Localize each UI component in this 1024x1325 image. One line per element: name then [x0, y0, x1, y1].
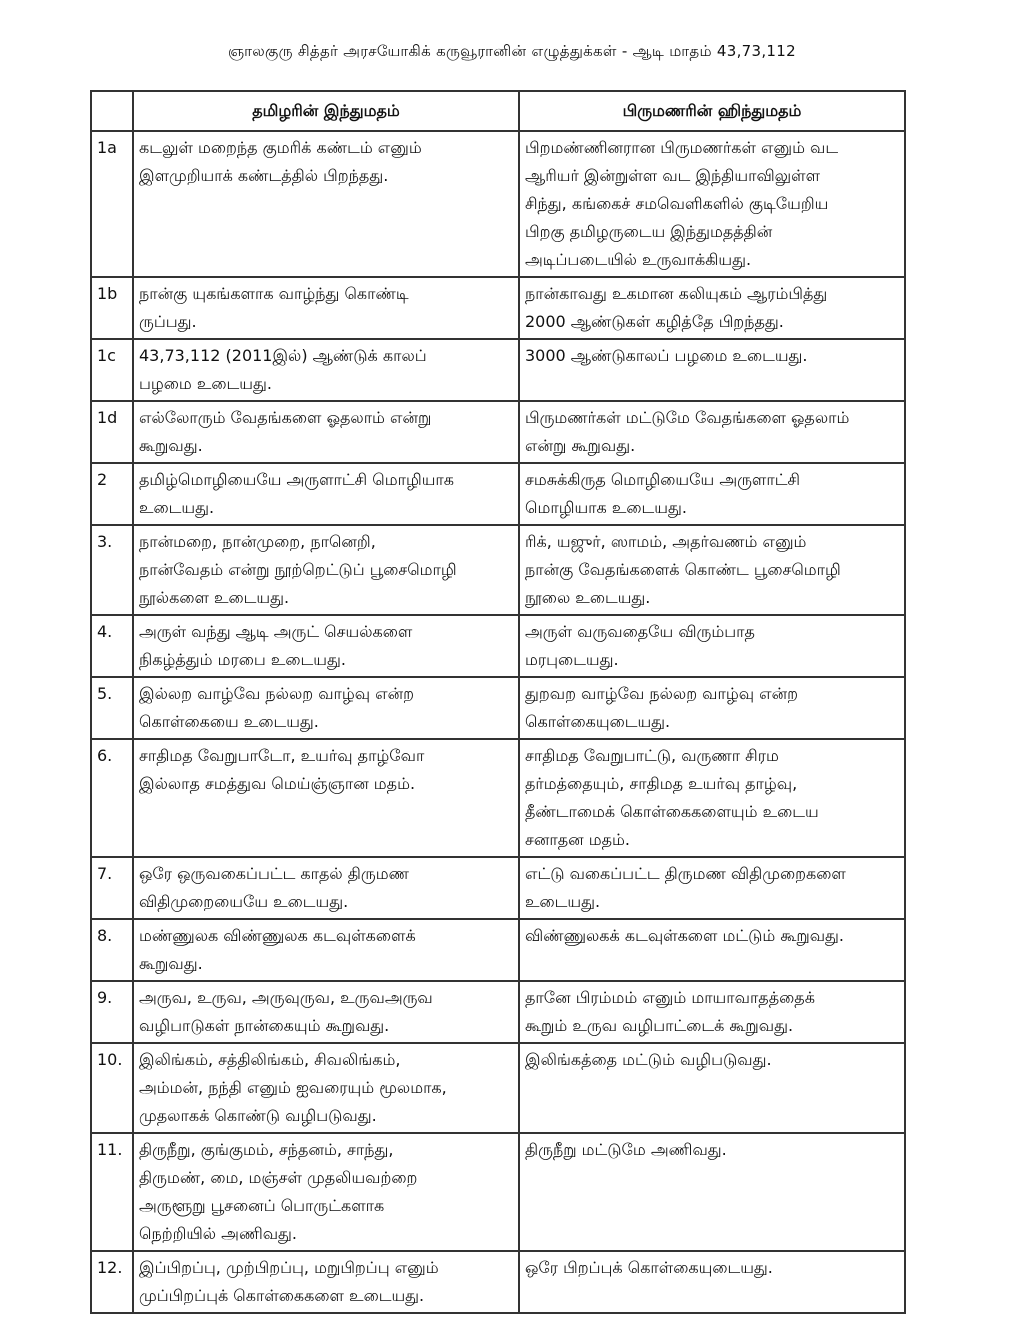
- row-number: 1b: [91, 277, 133, 339]
- cell-text-line: நூலை உடையது.: [525, 588, 651, 607]
- row-number: 11.: [91, 1133, 133, 1251]
- page-header: ஞாலகுரு சித்தர் அரசயோகிக் கருவூரானின் எழுத்துக்கள் - ஆடி மாதம் 43,73,112: [228, 42, 796, 60]
- cell-text-line: சாதிமத வேறுபாடோ, உயர்வு தாழ்வோ: [139, 746, 425, 765]
- brahmin-hinduism-cell: [519, 1251, 905, 1313]
- cell-text-line: 3000 ஆண்டுகாலப் பழமை உடையது.: [525, 346, 808, 365]
- table-row: [91, 919, 905, 981]
- table-row: [91, 131, 905, 277]
- cell-text-line: நிகழ்த்தும் மரபை உடையது.: [139, 650, 346, 669]
- cell-text-line: பிறமண்ணினரான பிருமணர்கள் எனும் வட: [525, 138, 839, 157]
- brahmin-hinduism-cell: [519, 919, 905, 981]
- cell-text-line: மொழியாக உடையது.: [525, 498, 687, 517]
- row-number: 1c: [91, 339, 133, 401]
- table-row: [91, 339, 905, 401]
- table-row: [91, 677, 905, 739]
- cell-text-line: துறவற வாழ்வே நல்லற வாழ்வு என்ற: [525, 684, 798, 703]
- cell-text-line: கூறும் உருவ வழிபாட்டைக் கூறுவது.: [525, 1016, 794, 1035]
- cell-text-line: அருவ, உருவ, அருவுருவ, உருவஅருவ: [139, 988, 433, 1007]
- table-row: [91, 857, 905, 919]
- column-header-brahmin-hinduism: பிருமணரின் ஹிந்துமதம்: [519, 91, 905, 131]
- brahmin-hinduism-cell: [519, 677, 905, 739]
- cell-text-line: ஒரே ஒருவகைப்பட்ட காதல் திருமண: [139, 864, 409, 883]
- tamil-hinduism-cell: [133, 739, 519, 857]
- brahmin-hinduism-cell: [519, 1043, 905, 1133]
- comparison-table: [90, 90, 906, 1314]
- cell-text-line: நான்கு வேதங்களைக் கொண்ட பூசைமொழி: [525, 560, 841, 579]
- cell-text-line: மரபுடையது.: [525, 650, 619, 669]
- brahmin-hinduism-cell: [519, 339, 905, 401]
- cell-text-line: பிறகு தமிழருடைய இந்துமதத்தின்: [525, 222, 773, 241]
- cell-text-line: இளமுறியாக் கண்டத்தில் பிறந்தது.: [139, 166, 389, 185]
- table-header-row: [91, 91, 905, 131]
- table-row: [91, 739, 905, 857]
- table-row: [91, 1251, 905, 1313]
- brahmin-hinduism-cell: [519, 615, 905, 677]
- cell-text-line: உடையது.: [139, 498, 215, 517]
- row-number: 9.: [91, 981, 133, 1043]
- cell-text-line: அருள் வருவதையே விரும்பாத: [525, 622, 755, 641]
- cell-text-line: சமசுக்கிருத மொழியையே அருளாட்சி: [525, 470, 800, 489]
- tamil-hinduism-cell: [133, 981, 519, 1043]
- brahmin-hinduism-cell: [519, 739, 905, 857]
- cell-text-line: ஒரே பிறப்புக் கொள்கையுடையது.: [525, 1258, 773, 1277]
- cell-text-line: 2000 ஆண்டுகள் கழித்தே பிறந்தது.: [525, 312, 784, 331]
- column-header-tamil-hinduism: தமிழரின் இந்துமதம்: [133, 91, 519, 131]
- cell-text-line: விண்ணுலகக் கடவுள்களை மட்டும் கூறுவது.: [525, 926, 845, 945]
- cell-text-line: என்று கூறுவது.: [525, 436, 636, 455]
- tamil-hinduism-cell: [133, 677, 519, 739]
- brahmin-hinduism-cell: [519, 525, 905, 615]
- cell-text-line: இல்லாத சமத்துவ மெய்ஞ்ஞான மதம்.: [139, 774, 416, 793]
- cell-text-line: ரிக், யஜுர், ஸாமம், அதர்வணம் எனும்: [525, 532, 807, 551]
- cell-text-line: தீண்டாமைக் கொள்கைகளையும் உடைய: [525, 802, 819, 821]
- tamil-hinduism-cell: [133, 857, 519, 919]
- cell-text-line: கூறுவது.: [139, 954, 203, 973]
- row-number: 10.: [91, 1043, 133, 1133]
- tamil-hinduism-cell: [133, 401, 519, 463]
- cell-text-line: விதிமுறையையே உடையது.: [139, 892, 349, 911]
- brahmin-hinduism-cell: [519, 857, 905, 919]
- cell-text-line: பழமை உடையது.: [139, 374, 272, 393]
- cell-text-line: நான்காவது உகமான கலியுகம் ஆரம்பித்து: [525, 284, 828, 303]
- cell-text-line: உடையது.: [525, 892, 601, 911]
- tamil-hinduism-cell: [133, 1043, 519, 1133]
- cell-text-line: இல்லற வாழ்வே நல்லற வாழ்வு என்ற: [139, 684, 415, 703]
- brahmin-hinduism-cell: [519, 401, 905, 463]
- row-number: 3.: [91, 525, 133, 615]
- cell-text-line: சாதிமத வேறுபாட்டு, வருணா சிரம: [525, 746, 779, 765]
- brahmin-hinduism-cell: [519, 277, 905, 339]
- row-number: 1d: [91, 401, 133, 463]
- brahmin-hinduism-cell: [519, 131, 905, 277]
- cell-text-line: தானே பிரம்மம் எனும் மாயாவாதத்தைக்: [525, 988, 815, 1007]
- cell-text-line: நூல்களை உடையது.: [139, 588, 290, 607]
- row-number: 5.: [91, 677, 133, 739]
- brahmin-hinduism-cell: [519, 463, 905, 525]
- table-row: [91, 463, 905, 525]
- cell-text-line: திருநீறு மட்டுமே அணிவது.: [525, 1140, 727, 1159]
- tamil-hinduism-cell: [133, 1133, 519, 1251]
- cell-text-line: அம்மன், நந்தி எனும் ஐவரையும் மூலமாக,: [139, 1078, 447, 1097]
- cell-text-line: கொள்கையை உடையது.: [139, 712, 319, 731]
- cell-text-line: இலிங்கத்தை மட்டும் வழிபடுவது.: [525, 1050, 772, 1069]
- cell-text-line: நான்மறை, நான்முறை, நானெறி,: [139, 532, 376, 551]
- row-number: 4.: [91, 615, 133, 677]
- cell-text-line: அருளூறு பூசனைப் பொருட்களாக: [139, 1196, 385, 1215]
- cell-text-line: கொள்கையுடையது.: [525, 712, 671, 731]
- row-number: 7.: [91, 857, 133, 919]
- table-row: [91, 981, 905, 1043]
- table-row: [91, 1133, 905, 1251]
- cell-text-line: திருநீறு, குங்குமம், சந்தனம், சாந்து,: [139, 1140, 394, 1159]
- cell-text-line: கூறுவது.: [139, 436, 203, 455]
- cell-text-line: நெற்றியில் அணிவது.: [139, 1224, 298, 1243]
- tamil-hinduism-cell: [133, 463, 519, 525]
- cell-text-line: திருமண், மை, மஞ்சள் முதலியவற்றை: [139, 1168, 418, 1187]
- column-header-number: [91, 91, 133, 131]
- table-row: [91, 277, 905, 339]
- cell-text-line: நான்கு யுகங்களாக வாழ்ந்து கொண்டி: [139, 284, 409, 303]
- cell-text-line: இப்பிறப்பு, முற்பிறப்பு, மறுபிறப்பு எனும்: [139, 1258, 439, 1277]
- cell-text-line: முப்பிறப்புக் கொள்கைகளை உடையது.: [139, 1286, 425, 1305]
- cell-text-line: தமிழ்மொழியையே அருளாட்சி மொழியாக: [139, 470, 455, 489]
- cell-text-line: அருள் வந்து ஆடி அருட் செயல்களை: [139, 622, 413, 641]
- tamil-hinduism-cell: [133, 525, 519, 615]
- cell-text-line: சனாதன மதம்.: [525, 830, 631, 849]
- cell-text-line: அடிப்படையில் உருவாக்கியது.: [525, 250, 752, 269]
- cell-text-line: மண்ணுலக விண்ணுலக கடவுள்களைக்: [139, 926, 416, 945]
- cell-text-line: 43,73,112 (2011இல்) ஆண்டுக் காலப்: [139, 346, 427, 365]
- cell-text-line: இலிங்கம், சத்திலிங்கம், சிவலிங்கம்,: [139, 1050, 401, 1069]
- cell-text-line: முதலாகக் கொண்டு வழிபடுவது.: [139, 1106, 377, 1125]
- table-body: [91, 131, 905, 1313]
- table-row: [91, 401, 905, 463]
- cell-text-line: பிருமணர்கள் மட்டுமே வேதங்களை ஓதலாம்: [525, 408, 850, 427]
- row-number: 2: [91, 463, 133, 525]
- tamil-hinduism-cell: [133, 339, 519, 401]
- cell-text-line: தர்மத்தையும், சாதிமத உயர்வு தாழ்வு,: [525, 774, 798, 793]
- tamil-hinduism-cell: [133, 131, 519, 277]
- cell-text-line: சிந்து, கங்கைச் சமவெளிகளில் குடியேறிய: [525, 194, 829, 213]
- row-number: 8.: [91, 919, 133, 981]
- cell-text-line: வழிபாடுகள் நான்கையும் கூறுவது.: [139, 1016, 390, 1035]
- cell-text-line: எல்லோரும் வேதங்களை ஓதலாம் என்று: [139, 408, 432, 427]
- table-row: [91, 615, 905, 677]
- tamil-hinduism-cell: [133, 919, 519, 981]
- tamil-hinduism-cell: [133, 277, 519, 339]
- row-number: 6.: [91, 739, 133, 857]
- cell-text-line: எட்டு வகைப்பட்ட திருமண விதிமுறைகளை: [525, 864, 846, 883]
- table-row: [91, 525, 905, 615]
- row-number: 1a: [91, 131, 133, 277]
- cell-text-line: கடலுள் மறைந்த குமரிக் கண்டம் எனும்: [139, 138, 422, 157]
- cell-text-line: ஆரியர் இன்றுள்ள வட இந்தியாவிலுள்ள: [525, 166, 821, 185]
- brahmin-hinduism-cell: [519, 981, 905, 1043]
- tamil-hinduism-cell: [133, 1251, 519, 1313]
- cell-text-line: நான்வேதம் என்று நூற்றெட்டுப் பூசைமொழி: [139, 560, 457, 579]
- row-number: 12.: [91, 1251, 133, 1313]
- table-row: [91, 1043, 905, 1133]
- brahmin-hinduism-cell: [519, 1133, 905, 1251]
- cell-text-line: ருப்பது.: [139, 312, 197, 331]
- tamil-hinduism-cell: [133, 615, 519, 677]
